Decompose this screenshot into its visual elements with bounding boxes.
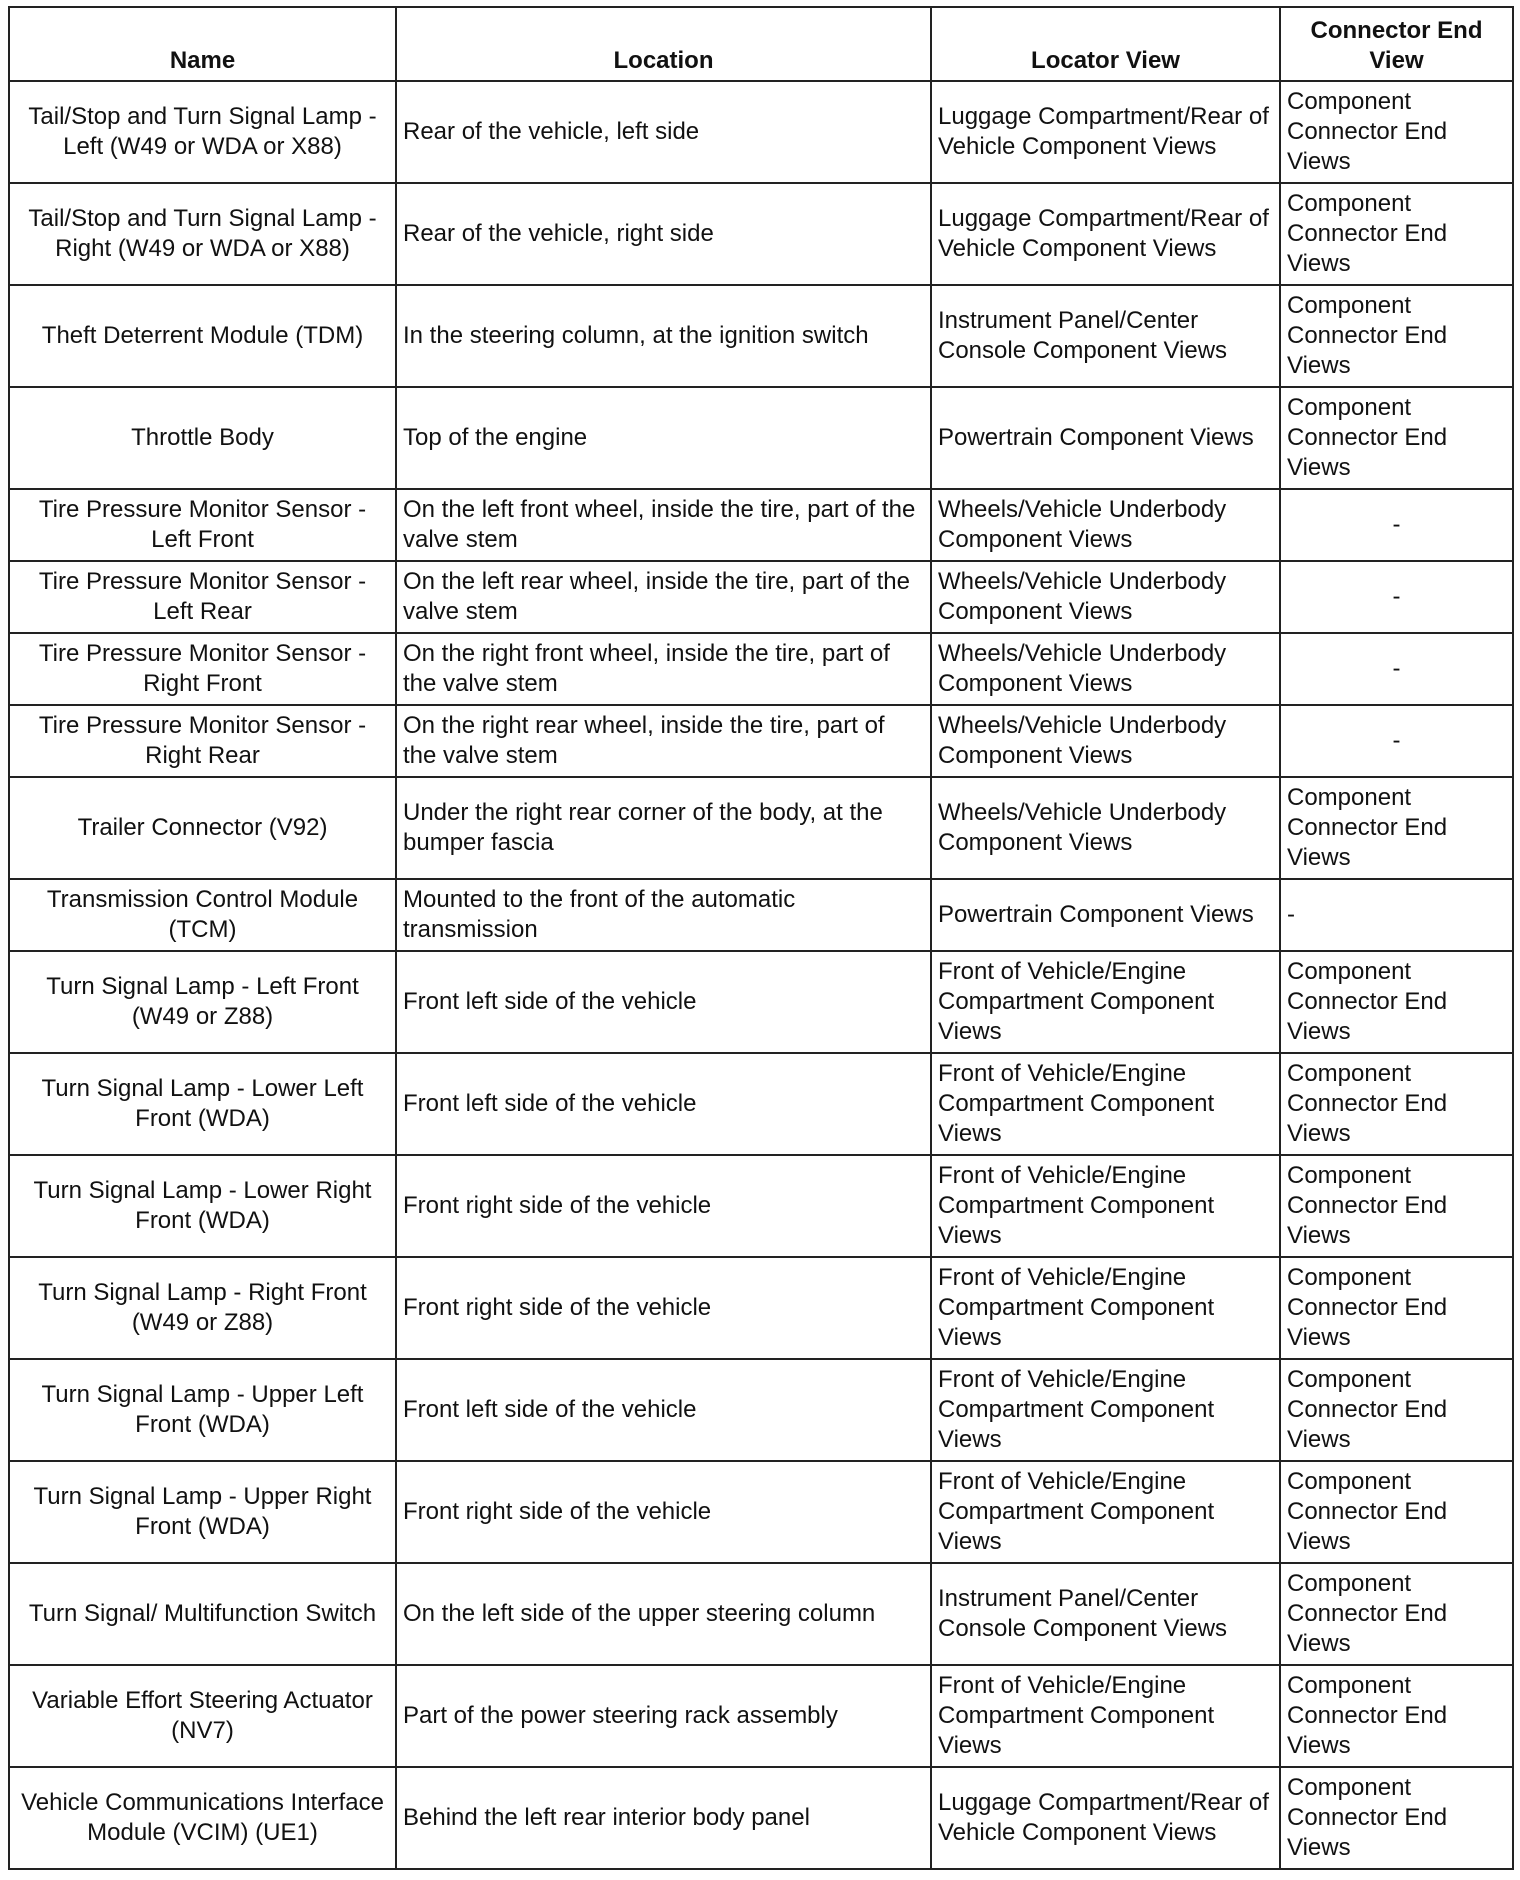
row-locator-view-cell: Front of Vehicle/Engine Compartment Component Views (931, 951, 1280, 1053)
table-header-row (9, 7, 1513, 81)
row-location-cell: Front left side of the vehicle (396, 1359, 931, 1461)
table-row (9, 387, 1513, 489)
row-locator-view-cell: Luggage Compartment/Rear of Vehicle Component Views (931, 183, 1280, 285)
table-row (9, 705, 1513, 777)
row-location-cell: On the right rear wheel, inside the tire, part of the valve stem (396, 705, 931, 777)
row-name-cell: Tire Pressure Monitor Sensor - Right Front (9, 633, 396, 705)
row-connector-end-view-cell: - (1280, 633, 1513, 705)
row-name-cell: Turn Signal Lamp - Lower Right Front (WDA) (9, 1155, 396, 1257)
row-location-cell: On the right front wheel, inside the tire, part of the valve stem (396, 633, 931, 705)
row-location-cell: Part of the power steering rack assembly (396, 1665, 931, 1767)
table-row (9, 777, 1513, 879)
row-locator-view-cell: Wheels/Vehicle Underbody Component Views (931, 561, 1280, 633)
table-row (9, 285, 1513, 387)
row-connector-end-view-cell: Component Connector End Views (1280, 387, 1513, 489)
table-row (9, 633, 1513, 705)
table-row (9, 81, 1513, 183)
row-name-cell: Tire Pressure Monitor Sensor - Right Rear (9, 705, 396, 777)
row-connector-end-view-cell: Component Connector End Views (1280, 183, 1513, 285)
row-connector-end-view-cell: Component Connector End Views (1280, 81, 1513, 183)
row-connector-end-view-cell: Component Connector End Views (1280, 1155, 1513, 1257)
row-name-cell: Tail/Stop and Turn Signal Lamp - Right (W49 or WDA or X88) (9, 183, 396, 285)
component-locator-table (8, 6, 1514, 1870)
row-locator-view-cell: Luggage Compartment/Rear of Vehicle Component Views (931, 81, 1280, 183)
header-name: Name (9, 7, 396, 81)
row-name-cell: Turn Signal Lamp - Upper Left Front (WDA) (9, 1359, 396, 1461)
row-location-cell: In the steering column, at the ignition switch (396, 285, 931, 387)
header-connector-end-view: Connector End View (1280, 7, 1513, 81)
table-row (9, 1359, 1513, 1461)
row-name-cell: Turn Signal Lamp - Upper Right Front (WDA) (9, 1461, 396, 1563)
row-location-cell: Rear of the vehicle, right side (396, 183, 931, 285)
row-location-cell: Top of the engine (396, 387, 931, 489)
row-location-cell: Front right side of the vehicle (396, 1257, 931, 1359)
row-name-cell: Turn Signal/ Multifunction Switch (9, 1563, 396, 1665)
row-name-cell: Trailer Connector (V92) (9, 777, 396, 879)
row-name-cell: Throttle Body (9, 387, 396, 489)
row-locator-view-cell: Front of Vehicle/Engine Compartment Component Views (931, 1053, 1280, 1155)
table-row (9, 951, 1513, 1053)
row-location-cell: Mounted to the front of the automatic transmission (396, 879, 931, 951)
table-row (9, 489, 1513, 561)
row-location-cell: Behind the left rear interior body panel (396, 1767, 931, 1869)
table-row (9, 1563, 1513, 1665)
row-connector-end-view-cell: Component Connector End Views (1280, 777, 1513, 879)
row-connector-end-view-cell: Component Connector End Views (1280, 951, 1513, 1053)
row-location-cell: On the left side of the upper steering column (396, 1563, 931, 1665)
row-name-cell: Turn Signal Lamp - Lower Left Front (WDA) (9, 1053, 396, 1155)
row-locator-view-cell: Powertrain Component Views (931, 387, 1280, 489)
row-location-cell: Front right side of the vehicle (396, 1461, 931, 1563)
row-locator-view-cell: Front of Vehicle/Engine Compartment Component Views (931, 1257, 1280, 1359)
row-locator-view-cell: Instrument Panel/Center Console Component Views (931, 285, 1280, 387)
row-connector-end-view-cell: Component Connector End Views (1280, 1665, 1513, 1767)
row-locator-view-cell: Instrument Panel/Center Console Component Views (931, 1563, 1280, 1665)
row-name-cell: Turn Signal Lamp - Left Front (W49 or Z88) (9, 951, 396, 1053)
row-connector-end-view-cell: Component Connector End Views (1280, 1359, 1513, 1461)
table-row (9, 1767, 1513, 1869)
table-row (9, 183, 1513, 285)
table-row (9, 1665, 1513, 1767)
table-row (9, 1257, 1513, 1359)
row-name-cell: Transmission Control Module (TCM) (9, 879, 396, 951)
row-name-cell: Tire Pressure Monitor Sensor - Left Front (9, 489, 396, 561)
header-location: Location (396, 7, 931, 81)
row-connector-end-view-cell: Component Connector End Views (1280, 285, 1513, 387)
row-location-cell: On the left front wheel, inside the tire, part of the valve stem (396, 489, 931, 561)
row-locator-view-cell: Front of Vehicle/Engine Compartment Component Views (931, 1461, 1280, 1563)
row-location-cell: Front left side of the vehicle (396, 951, 931, 1053)
table-row (9, 879, 1513, 951)
table-body (9, 81, 1513, 1869)
row-connector-end-view-cell: - (1280, 489, 1513, 561)
row-connector-end-view-cell: - (1280, 705, 1513, 777)
header-locator-view: Locator View (931, 7, 1280, 81)
row-locator-view-cell: Wheels/Vehicle Underbody Component Views (931, 705, 1280, 777)
row-name-cell: Theft Deterrent Module (TDM) (9, 285, 396, 387)
row-connector-end-view-cell: Component Connector End Views (1280, 1563, 1513, 1665)
row-locator-view-cell: Front of Vehicle/Engine Compartment Component Views (931, 1665, 1280, 1767)
table-row (9, 561, 1513, 633)
table-row (9, 1053, 1513, 1155)
row-connector-end-view-cell: Component Connector End Views (1280, 1767, 1513, 1869)
row-connector-end-view-cell: - (1280, 879, 1513, 951)
row-location-cell: Front right side of the vehicle (396, 1155, 931, 1257)
row-location-cell: Front left side of the vehicle (396, 1053, 931, 1155)
row-locator-view-cell: Wheels/Vehicle Underbody Component Views (931, 777, 1280, 879)
row-connector-end-view-cell: Component Connector End Views (1280, 1053, 1513, 1155)
row-name-cell: Vehicle Communications Interface Module (VCIM) (UE1) (9, 1767, 396, 1869)
row-location-cell: Under the right rear corner of the body, at the bumper fascia (396, 777, 931, 879)
row-name-cell: Turn Signal Lamp - Right Front (W49 or Z88) (9, 1257, 396, 1359)
row-locator-view-cell: Front of Vehicle/Engine Compartment Component Views (931, 1359, 1280, 1461)
table-row (9, 1461, 1513, 1563)
row-connector-end-view-cell: - (1280, 561, 1513, 633)
row-locator-view-cell: Front of Vehicle/Engine Compartment Component Views (931, 1155, 1280, 1257)
row-name-cell: Tail/Stop and Turn Signal Lamp - Left (W49 or WDA or X88) (9, 81, 396, 183)
row-locator-view-cell: Luggage Compartment/Rear of Vehicle Component Views (931, 1767, 1280, 1869)
row-locator-view-cell: Wheels/Vehicle Underbody Component Views (931, 489, 1280, 561)
row-connector-end-view-cell: Component Connector End Views (1280, 1461, 1513, 1563)
row-connector-end-view-cell: Component Connector End Views (1280, 1257, 1513, 1359)
table-row (9, 1155, 1513, 1257)
row-name-cell: Tire Pressure Monitor Sensor - Left Rear (9, 561, 396, 633)
row-locator-view-cell: Wheels/Vehicle Underbody Component Views (931, 633, 1280, 705)
row-name-cell: Variable Effort Steering Actuator (NV7) (9, 1665, 396, 1767)
row-location-cell: Rear of the vehicle, left side (396, 81, 931, 183)
row-location-cell: On the left rear wheel, inside the tire, part of the valve stem (396, 561, 931, 633)
row-locator-view-cell: Powertrain Component Views (931, 879, 1280, 951)
